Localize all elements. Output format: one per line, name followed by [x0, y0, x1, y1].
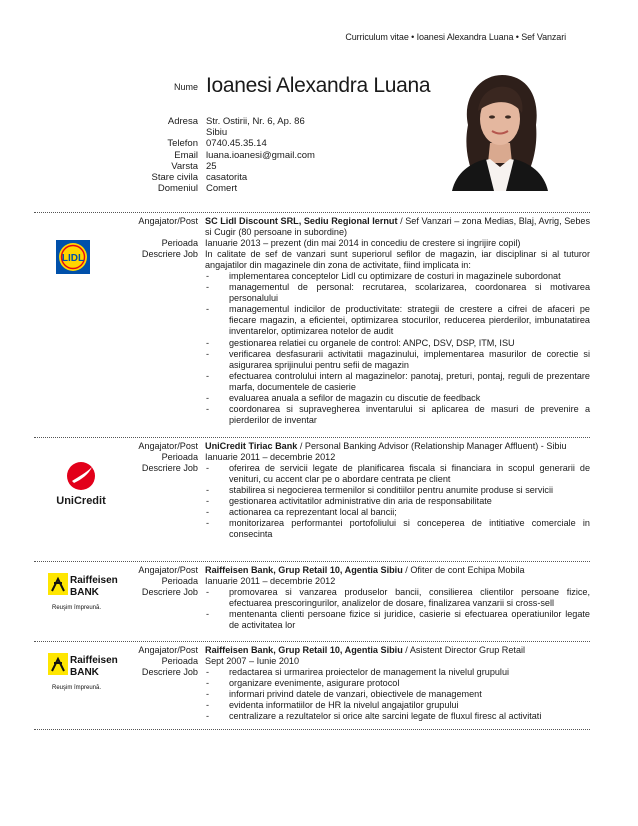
period-label: Perioada — [161, 452, 198, 463]
section-divider — [34, 212, 590, 213]
list-item: - promovarea si vanzarea produselor bancii, consilierea clientilor persoane fizice, efectuarea prescoringurilor, analizelor de dosare, finalizarea vanzarii si cross-sell — [205, 587, 590, 609]
duties-list — [205, 587, 590, 631]
period-label: Perioada — [161, 238, 198, 249]
employer-label: Angajator/Post — [138, 645, 198, 655]
job-labels — [114, 441, 198, 474]
raiffeisen-logo — [48, 569, 120, 618]
running-header: Curriculum vitae • Ioanesi Alexandra Luana • Sef Vanzari — [345, 32, 566, 42]
job-body — [205, 645, 590, 722]
period-label: Perioada — [161, 576, 198, 587]
contact-row — [124, 150, 315, 161]
raiffeisen-logo-icon — [48, 649, 120, 695]
employer-name: Raiffeisen Bank, Grup Retail 10, Agentia Sibiu — [205, 645, 403, 655]
list-item: - mentenanta clienti persoane fizice si juridice, casierie si efectuarea operatiunilor legate de activitatea lor — [205, 609, 590, 631]
list-item: - redactarea si urmarirea proiectelor de management la nivelul grupului — [205, 667, 590, 678]
svg-text:BANK: BANK — [70, 587, 99, 598]
phone-value: 0740.45.35.14 — [206, 138, 267, 150]
domain-label: Domeniul — [157, 183, 198, 195]
description-label: Descriere Job — [141, 587, 198, 598]
list-item: - organizare evenimente, asigurare protocol — [205, 678, 590, 689]
marital-value: casatorita — [206, 172, 248, 184]
list-item: - gestionarea relatiei cu organele de control: ANPC, DSV, DSP, ITM, ISU — [205, 338, 590, 349]
portrait-illustration — [440, 67, 560, 191]
age-label: Varsta — [171, 160, 198, 172]
phone-label: Telefon — [167, 138, 198, 150]
name-label: Nume — [173, 82, 198, 92]
section-divider — [34, 729, 590, 730]
job-body — [205, 565, 590, 631]
list-item: - centralizare a rezultatelor si orice alte sarcini legate de fluxul firesc al activitati — [205, 711, 590, 722]
city-value: Sibiu — [206, 127, 228, 139]
contact-row — [124, 138, 315, 149]
list-item: - managementul de personal: recrutarea, scolarizarea, coordonarea si motivarea personalului — [205, 282, 590, 304]
unicredit-logo-text: UniCredit — [56, 495, 106, 507]
description-label: Descriere Job — [141, 667, 198, 678]
job-intro: In calitate de sef de vanzari sunt superiorul sefilor de magazin, iar disciplinar si al tuturor angajatilor din magazinele din zona de activitate, fiind implicata in: — [205, 249, 590, 271]
raiffeisen-tagline: Reuşim împreună. — [52, 605, 102, 611]
period-label: Perioada — [161, 656, 198, 667]
profile-photo — [440, 67, 560, 191]
svg-text:Raiffeisen: Raiffeisen — [70, 655, 118, 666]
age-value: 25 — [206, 160, 217, 172]
unicredit-logo — [48, 459, 114, 514]
contact-row — [124, 116, 315, 127]
raiffeisen-tagline: Reuşim împreună. — [52, 685, 102, 691]
candidate-name: Ioanesi Alexandra Luana — [206, 74, 431, 97]
job-labels — [114, 216, 198, 260]
list-item: - managementul indicilor de productivitate: strategii de crestere a cifrei de afaceri pe fiecare magazin, a eficientei, optimizarea stocurilor, reducerea pierderilor, imbunatatirea inventarelor, optimizarea notelor de audit — [205, 304, 590, 337]
list-item: - evidenta informatiilor de HR la nivelul angajatilor grupului — [205, 700, 590, 711]
period-value: Sept 2007 – Iunie 2010 — [205, 656, 300, 667]
employer-label: Angajator/Post — [138, 565, 198, 575]
employer-name: UniCredit Tiriac Bank — [205, 441, 298, 451]
unicredit-logo-icon — [48, 459, 114, 511]
section-divider — [34, 437, 590, 438]
email-label: Email — [174, 149, 198, 161]
period-value: Ianuarie 2011 – decembrie 2012 — [205, 576, 336, 587]
contact-block — [124, 116, 315, 194]
employer-position: / Sef Vanzari – zona Medias, Blaj, Avrig, Sebes si Cugir (80 persoane in subordine) — [205, 216, 590, 238]
marital-label: Stare civila — [151, 172, 198, 184]
list-item: - coordonarea si supravegherea inventarului si aplicarea de masuri de prevenire a pierderilor de inventar — [205, 404, 590, 426]
lidl-logo — [48, 240, 100, 277]
duties-list — [205, 271, 590, 426]
email-value: luana.ioanesi@gmail.com — [206, 149, 315, 161]
list-item: - actionarea ca reprezentant local al bancii; — [205, 507, 590, 518]
employer-name: Raiffeisen Bank, Grup Retail 10, Agentia Sibiu — [205, 565, 403, 575]
employer-line — [205, 216, 590, 238]
contact-row — [124, 183, 315, 194]
period-value: Ianuarie 2011 – decembrie 2012 — [205, 452, 336, 463]
employer-label: Angajator/Post — [138, 216, 198, 226]
employer-name: SC Lidl Discount SRL, Sediu Regional Iernut — [205, 216, 398, 226]
list-item: - implementarea conceptelor Lidl cu optimizare de costuri in magazinele subordonat — [205, 271, 590, 282]
contact-row — [124, 172, 315, 183]
description-label: Descriere Job — [141, 249, 198, 260]
list-item: - stabilirea si negocierea termenilor si conditiilor pentru anumite produse si servicii — [205, 485, 590, 496]
contact-row — [124, 161, 315, 172]
address-label: Adresa — [167, 116, 198, 127]
svg-text:BANK: BANK — [70, 667, 99, 678]
job-body — [205, 441, 590, 540]
contact-row — [124, 127, 315, 138]
list-item: - monitorizarea performantei portofoliului si conceperea de intitiative comerciale in consecinta — [205, 518, 590, 540]
employer-position: / Ofiter de cont Echipa Mobila — [402, 565, 525, 575]
duties-list — [205, 463, 590, 540]
list-item: - informari privind datele de vanzari, obiectivele de management — [205, 689, 590, 700]
city-label — [124, 127, 206, 138]
duties-list — [205, 667, 590, 722]
raiffeisen-logo — [48, 649, 120, 698]
list-item: - oferirea de servicii legate de planificarea fiscala si financiara in scopul generarii de venituri, cu accent clar pe o abordare centrata pe client — [205, 463, 590, 485]
svg-text:LIDL: LIDL — [61, 253, 85, 264]
list-item: - evaluarea anuala a sefilor de magazin cu discutie de feedback — [205, 393, 590, 404]
section-divider — [34, 561, 590, 562]
address-value: Str. Ostirii, Nr. 6, Ap. 86 — [206, 116, 305, 127]
job-labels — [114, 645, 198, 678]
description-label: Descriere Job — [141, 463, 198, 474]
employer-position: / Asistent Director Grup Retail — [402, 645, 526, 655]
domain-value: Comert — [206, 183, 238, 195]
list-item: - gestionarea activitatilor administrative din aria de responsabilitate — [205, 496, 590, 507]
job-body — [205, 216, 590, 426]
employer-line — [205, 565, 590, 576]
period-value: Ianuarie 2013 – prezent (din mai 2014 in concediu de crestere si ingrijire copil) — [205, 238, 521, 249]
list-item: - verificarea desfasurarii activitatii magazinului, implementarea masurilor de corectie si asigurarea sprijinului pentru sefii de magazin — [205, 349, 590, 371]
job-labels — [114, 565, 198, 598]
employer-line — [205, 645, 590, 656]
raiffeisen-logo-icon — [48, 569, 120, 615]
svg-text:Raiffeisen: Raiffeisen — [70, 575, 118, 586]
employer-position: / Personal Banking Advisor (Relationship Manager Affluent) - Sibiu — [297, 441, 567, 451]
employer-label: Angajator/Post — [138, 441, 198, 451]
section-divider — [34, 641, 590, 642]
employer-line — [205, 441, 590, 452]
list-item: - efectuarea controlului intern al magazinelor: panotaj, preturi, pontaj, reguli de prezentare marfa, documentele de casierie — [205, 371, 590, 393]
lidl-logo-icon — [48, 240, 100, 274]
